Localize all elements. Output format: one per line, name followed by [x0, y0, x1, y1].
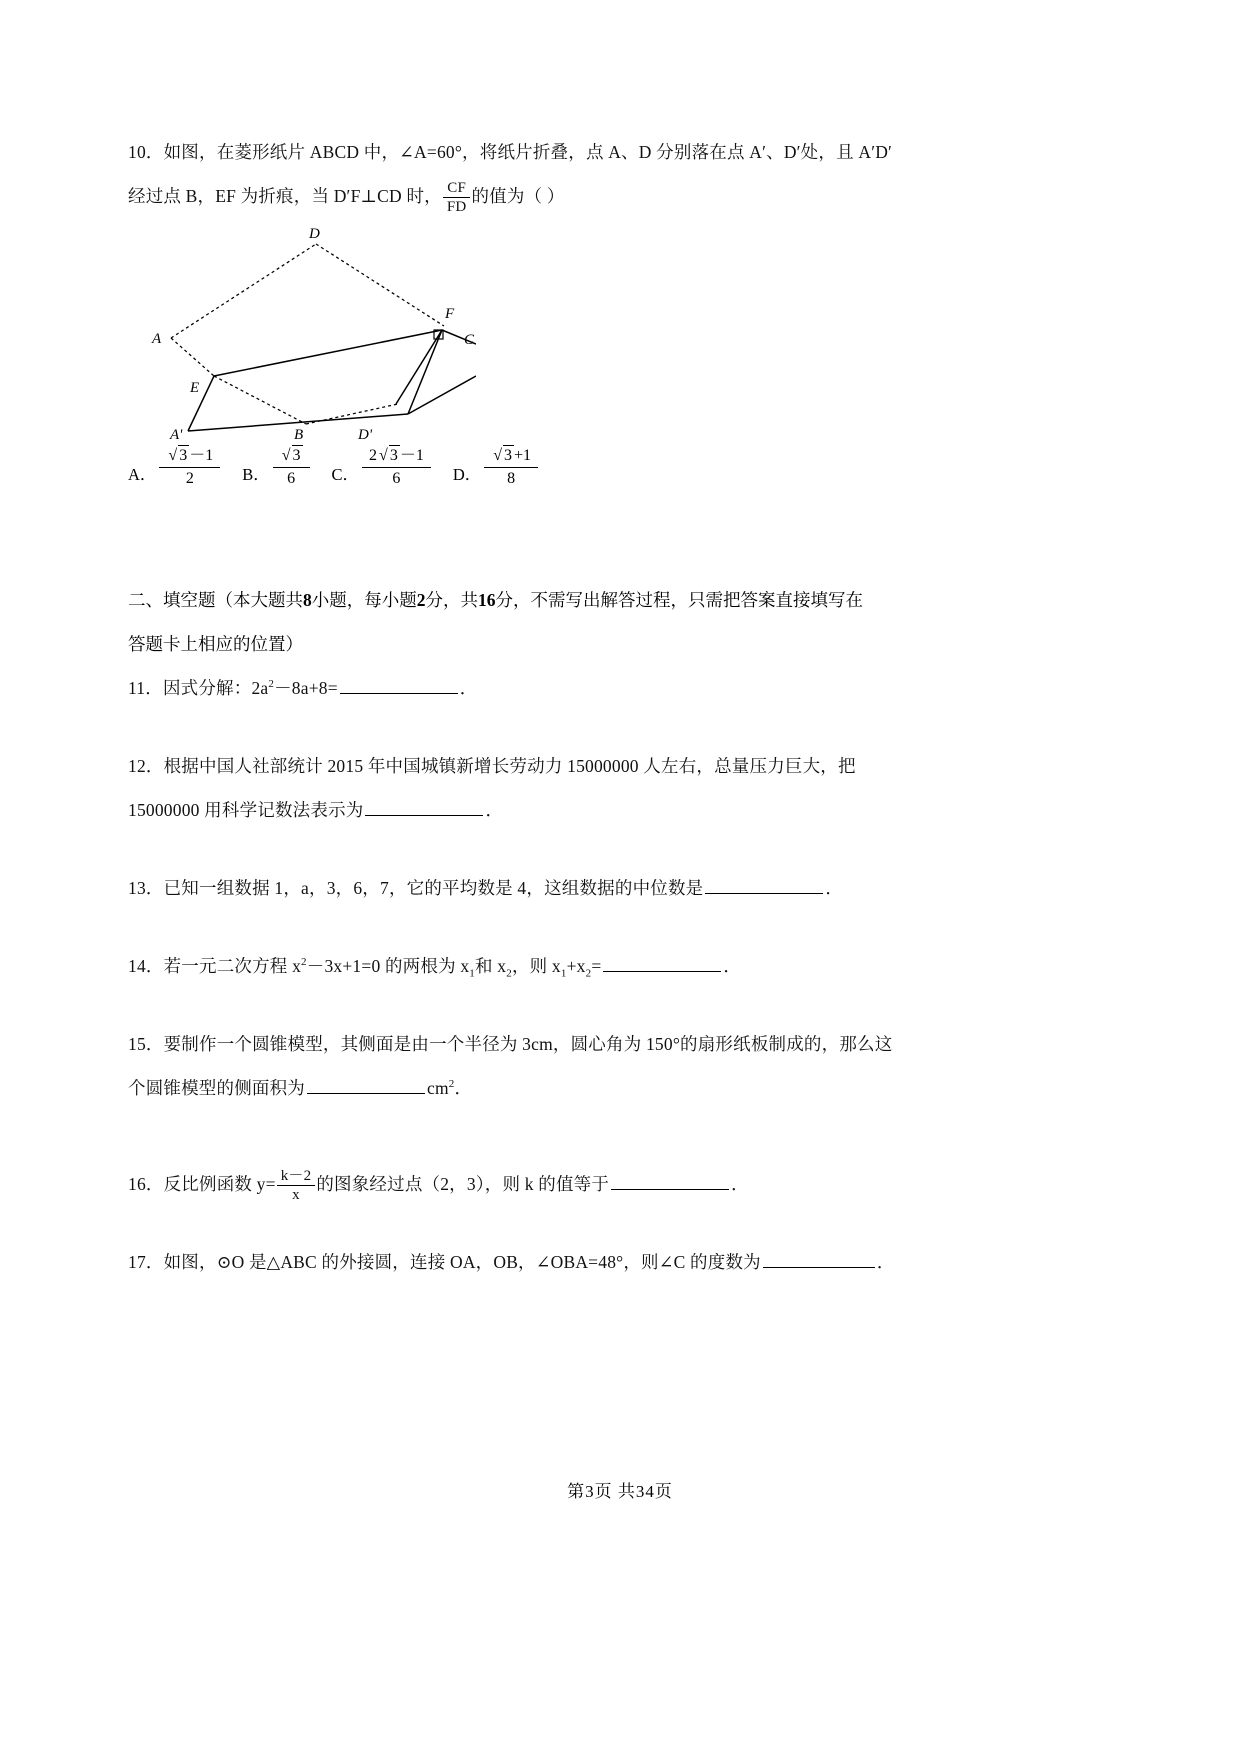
question-15-number: 15．	[128, 1033, 164, 1054]
question-14-exponent: 2	[301, 955, 307, 968]
question-10-text-line-2-after: 的值为（ ）	[471, 186, 565, 206]
page-number-label: 第3页 共34页	[567, 1482, 673, 1501]
question-11-text-after: －8a+8=	[274, 677, 338, 698]
choice-a-denominator: 2	[185, 469, 194, 487]
section-2-heading-part-2: 小题，每小题	[311, 589, 417, 610]
page-content	[128, 130, 988, 1284]
question-12-period: ．	[485, 799, 504, 820]
label-C: C	[464, 332, 475, 348]
label-F: F	[445, 306, 455, 322]
label-B: B	[294, 427, 304, 441]
inverse-function-denominator: x	[292, 1187, 300, 1204]
question-16-text-after: 的图象经过点（2，3），则 k 的值等于	[316, 1173, 610, 1194]
choice-d-numerator-suffix: +1	[514, 447, 532, 464]
question-12-text-line-1: 根据中国人社部统计 2015 年中国城镇新增长劳动力 15000000 人左右，总量压力巨大，把	[163, 755, 856, 776]
question-13-text-before: 已知一组数据 1，a，3，6，7，它的平均数是 4，这组数据的中位数是	[163, 877, 704, 898]
question-10-number: 10．	[128, 142, 164, 162]
question-16-answer-blank[interactable]	[611, 1174, 729, 1190]
question-11-text-before: 因式分解：2a	[162, 677, 269, 698]
question-14-part-5: +x	[566, 955, 586, 976]
choice-a-numerator	[159, 445, 220, 468]
section-2-heading	[128, 578, 988, 622]
question-13-period: ．	[825, 877, 844, 898]
gap-11-12	[128, 710, 988, 744]
choice-d-fraction	[484, 445, 538, 488]
section-2-points-each: 2	[416, 589, 426, 610]
question-10	[128, 130, 988, 488]
question-17-text-before: 如图，⊙O 是△ABC 的外接圆，连接 OA，OB，∠OBA=48°，则∠C 的度数为	[163, 1251, 761, 1272]
choice-b-label: B．	[242, 464, 270, 484]
question-15-text-line-1: 要制作一个圆锥模型，其侧面是由一个半径为 3cm，圆心角为 150°的扇形纸板制成的，那么这	[163, 1033, 893, 1054]
segment-E-bottom	[214, 376, 306, 424]
gap-13-14	[128, 910, 988, 944]
choice-d-denominator: 8	[507, 469, 516, 487]
label-E: E	[190, 380, 200, 396]
choice-b-fraction	[273, 445, 310, 488]
choice-d-radicand: 3	[504, 447, 513, 464]
section-2-heading-part-4: 分，不需写出解答过程，只需把答案直接填写在	[495, 589, 863, 610]
segment-F-inner	[396, 330, 442, 404]
question-15-unit: cm	[427, 1077, 449, 1098]
sqrt-symbol-c: √ 3	[379, 447, 398, 464]
question-14-number: 14．	[128, 955, 164, 976]
question-16-text-before: 反比例函数 y=	[163, 1173, 276, 1194]
question-10-text-line-2-before: 经过点 B，EF 为折痕，当 D′F⊥CD 时，	[128, 186, 442, 206]
question-11-period: ．	[459, 677, 478, 698]
question-12-text-line-2-before: 15000000 用科学记数法表示为	[128, 799, 364, 820]
question-10-choices	[128, 445, 988, 488]
question-12-answer-blank[interactable]	[365, 800, 483, 816]
question-16	[128, 1162, 988, 1206]
question-15-text-line-2-before: 个圆锥模型的侧面积为	[128, 1077, 305, 1098]
section-2-points-total: 16	[478, 589, 496, 610]
question-12-number: 12．	[128, 755, 164, 776]
gap-after-question-10	[128, 488, 988, 544]
question-11-exponent: 2	[268, 677, 275, 690]
question-15-line-1	[128, 1022, 988, 1066]
question-14-subscript-3: 1	[560, 967, 567, 980]
choice-d[interactable]	[453, 445, 538, 488]
choice-c-radicand: 3	[389, 447, 398, 464]
choice-d-label: D．	[452, 464, 482, 484]
label-D-prime: D'	[358, 427, 373, 441]
question-15-line-2	[128, 1066, 988, 1110]
question-10-text-line-1: 如图，在菱形纸片 ABCD 中，∠A=60°，将纸片折叠，点 A、D 分别落在点 A′、D′处，且 A′D′	[163, 142, 893, 162]
sqrt-symbol-a: √ 3	[168, 447, 188, 464]
question-12-line-2	[128, 788, 988, 832]
choice-b[interactable]	[242, 445, 309, 488]
choice-a-numerator-suffix: －1	[189, 447, 214, 464]
segment-A-E	[171, 338, 214, 376]
question-17-period: ．	[876, 1251, 895, 1272]
section-2-count-questions: 8	[303, 589, 312, 610]
segment-Dprime-right	[408, 376, 476, 414]
question-13	[128, 866, 988, 910]
segment-AD	[171, 244, 316, 338]
question-10-line-2	[128, 174, 988, 218]
choice-b-radicand: 3	[292, 447, 301, 464]
label-A-prime: A'	[170, 427, 183, 441]
sqrt-symbol-b: √ 3	[281, 447, 301, 464]
choice-c-numerator	[362, 445, 431, 468]
question-14-part-6: =	[591, 955, 602, 976]
question-15-unit-exponent: 2	[448, 1077, 455, 1090]
question-14-answer-blank[interactable]	[603, 956, 721, 972]
question-17-answer-blank[interactable]	[763, 1252, 875, 1268]
gap-before-section-2	[128, 544, 988, 578]
inverse-function-fraction	[277, 1168, 316, 1204]
choice-c-denominator: 6	[392, 469, 401, 487]
choice-a-fraction	[159, 445, 220, 488]
section-2-heading-part-3: 分，共	[425, 589, 478, 610]
section-2-heading-line-2: 答题卡上相应的位置）	[128, 633, 303, 654]
choice-b-numerator	[273, 445, 310, 468]
question-11-answer-blank[interactable]	[340, 678, 458, 694]
question-14-part-1: 若一元二次方程 x	[163, 955, 302, 976]
segment-F-Dprime	[408, 330, 442, 414]
question-14-subscript-4: 2	[585, 967, 592, 980]
choice-d-numerator	[484, 445, 538, 468]
gap-15-16-extra	[128, 1144, 988, 1162]
gap-15-16	[128, 1110, 988, 1144]
question-17-number: 17．	[128, 1251, 164, 1272]
section-2-heading-part-1: 二、填空题（本大题共	[128, 589, 303, 610]
gap-16-17	[128, 1206, 988, 1240]
question-12-line-1	[128, 744, 988, 788]
question-14-period: ．	[723, 955, 742, 976]
question-13-answer-blank[interactable]	[705, 878, 823, 894]
question-14-subscript-2: 2	[506, 967, 512, 980]
gap-14-15	[128, 988, 988, 1022]
label-A: A	[152, 331, 162, 347]
choice-c-numerator-prefix: 2	[369, 447, 378, 464]
choice-a-label: A．	[128, 464, 157, 484]
choice-c-fraction	[362, 445, 431, 488]
label-D: D	[309, 226, 320, 242]
segment-EF-crease	[214, 330, 442, 376]
choice-a-radicand: 3	[179, 447, 188, 464]
choice-b-denominator: 6	[287, 469, 296, 487]
choice-c[interactable]	[332, 445, 431, 488]
choice-c-label: C．	[331, 464, 360, 484]
question-10-line-1	[128, 130, 988, 174]
cf-fd-numerator: CF	[443, 180, 471, 199]
question-13-number: 13．	[128, 877, 164, 898]
question-14	[128, 944, 988, 988]
cf-fd-denominator: FD	[446, 199, 467, 216]
question-14-part-3: 和 x	[475, 955, 507, 976]
gap-12-13	[128, 832, 988, 866]
question-14-part-4: ，则 x	[511, 955, 561, 976]
choice-c-numerator-suffix: －1	[399, 447, 424, 464]
question-14-subscript-1: 1	[469, 967, 475, 980]
question-14-part-2: －3x+1=0 的两根为 x	[306, 955, 470, 976]
question-11	[128, 666, 988, 710]
rhombus-fold-svg	[146, 226, 476, 441]
choice-a[interactable]	[128, 445, 220, 488]
page-footer	[0, 1474, 1240, 1505]
question-16-number: 16．	[128, 1173, 164, 1194]
question-16-period: ．	[731, 1173, 749, 1194]
segment-DC	[316, 244, 444, 326]
sqrt-symbol-d: √ 3	[493, 447, 513, 464]
inverse-function-numerator: k－2	[277, 1168, 316, 1187]
question-15-answer-blank[interactable]	[307, 1078, 425, 1094]
question-11-number: 11．	[128, 677, 163, 698]
rhombus-fold-diagram	[146, 226, 476, 441]
cf-fd-fraction	[443, 180, 471, 216]
question-17	[128, 1240, 988, 1284]
question-15-period: ．	[454, 1077, 473, 1098]
